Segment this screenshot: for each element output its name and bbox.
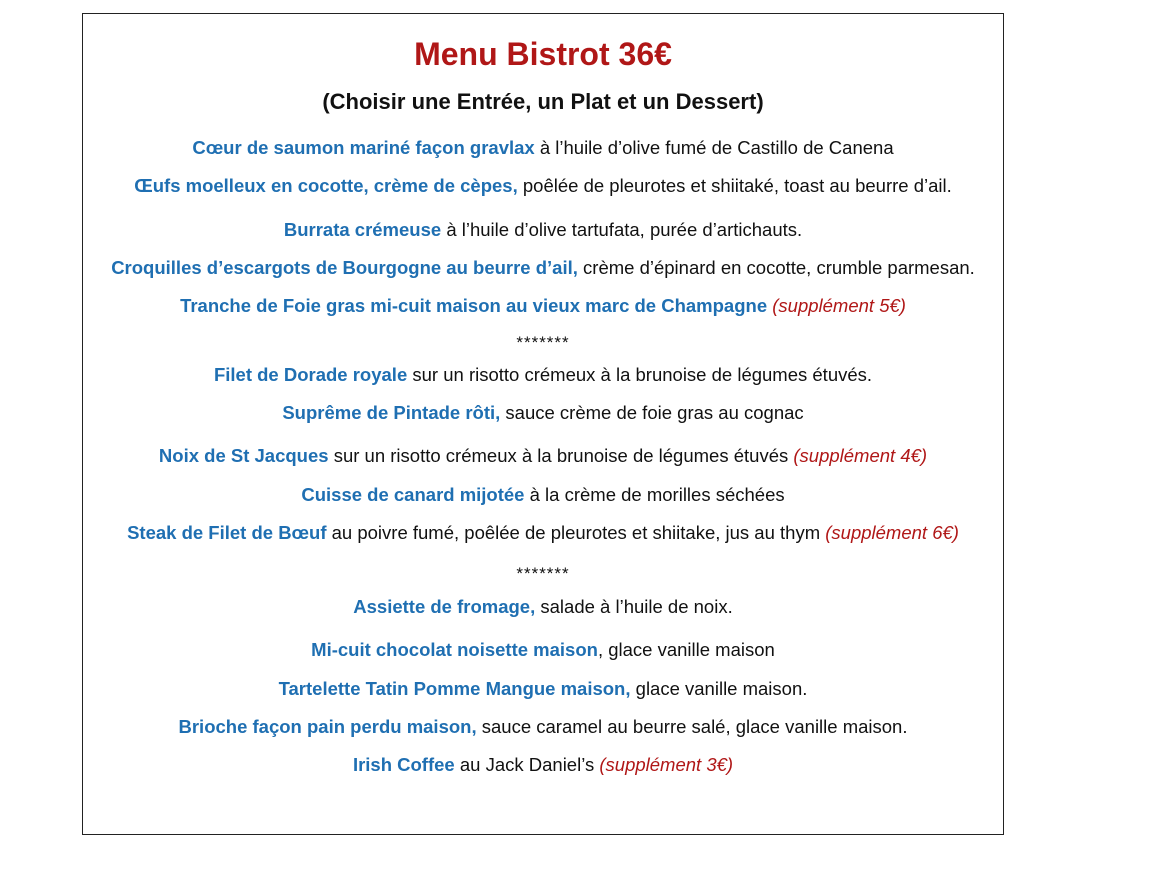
dish-description: poêlée de pleurotes et shiitaké, toast au beurre d’ail. (517, 175, 952, 196)
dish-name: Burrata crémeuse (283, 219, 442, 240)
dish-supplement: (supplément 5€) (772, 295, 906, 316)
dish-description: glace vanille maison. (630, 678, 808, 699)
course-separator: ******* (516, 333, 570, 352)
dish-name: Irish Coffee (352, 754, 455, 775)
dessert-item (82, 595, 1004, 619)
dish-name: Tranche de Foie gras mi-cuit maison au vieux marc de Champagne (180, 295, 768, 316)
dish-supplement: (supplément 3€) (599, 754, 734, 775)
dish-name: Suprême de Pintade rôti, (282, 402, 501, 423)
dish-description: sur un risotto crémeux à la brunoise de légumes étuvés. (407, 364, 873, 385)
dessert-item (82, 677, 1004, 701)
dish-name: Cœur de saumon mariné façon gravlax (192, 137, 535, 158)
entree-item (82, 294, 1004, 318)
dish-description: à l’huile d’olive tartufata, purée d’artichauts. (441, 219, 803, 240)
dish-description: au Jack Daniel’s (454, 754, 600, 775)
dish-description: à la crème de morilles séchées (524, 484, 785, 505)
entree-item (82, 136, 1004, 160)
dish-name: Mi-cuit chocolat noisette maison (311, 639, 598, 660)
plat-item (40, 521, 1046, 545)
menu-title: Menu Bistrot 36€ (414, 36, 672, 72)
dish-name: Œufs moelleux en cocotte, crème de cèpes, (134, 175, 518, 196)
dish-description: sauce crème de foie gras au cognac (500, 402, 804, 423)
dish-name: Filet de Dorade royale (213, 364, 408, 385)
entree-item (82, 218, 1004, 242)
menu-subtitle: (Choisir une Entrée, un Plat et un Dessert) (322, 89, 764, 114)
dish-name: Brioche façon pain perdu maison, (178, 716, 477, 737)
dessert-item (82, 753, 1004, 777)
dish-description: à l’huile d’olive fumé de Castillo de Canena (534, 137, 894, 158)
plat-item (82, 363, 1004, 387)
dessert-item (82, 715, 1004, 739)
dish-name: Assiette de fromage, (353, 596, 536, 617)
dish-name: Noix de St Jacques (158, 445, 329, 466)
plat-item (82, 401, 1004, 425)
dish-description: crème d’épinard en cocotte, crumble parmesan. (577, 257, 975, 278)
dish-supplement: (supplément 4€) (793, 445, 928, 466)
dish-name: Tartelette Tatin Pomme Mangue maison, (278, 678, 631, 699)
plat-item (82, 444, 1004, 468)
course-separator: ******* (516, 564, 570, 583)
dish-name: Croquilles d’escargots de Bourgogne au beurre d’ail, (111, 257, 578, 278)
dish-description: sur un risotto crémeux à la brunoise de légumes étuvés (328, 445, 794, 466)
plat-item (82, 483, 1004, 507)
entree-item (82, 174, 1004, 198)
dish-description: sauce caramel au beurre salé, glace vanille maison. (476, 716, 908, 737)
dish-description: , glace vanille maison (597, 639, 775, 660)
dish-name: Steak de Filet de Bœuf (127, 522, 327, 543)
dish-description: au poivre fumé, poêlée de pleurotes et shiitake, jus au thym (326, 522, 826, 543)
entree-item (82, 256, 1004, 280)
dessert-item (82, 638, 1004, 662)
dish-supplement: (supplément 6€) (825, 522, 959, 543)
dish-name: Cuisse de canard mijotée (301, 484, 525, 505)
dish-description: salade à l’huile de noix. (535, 596, 733, 617)
